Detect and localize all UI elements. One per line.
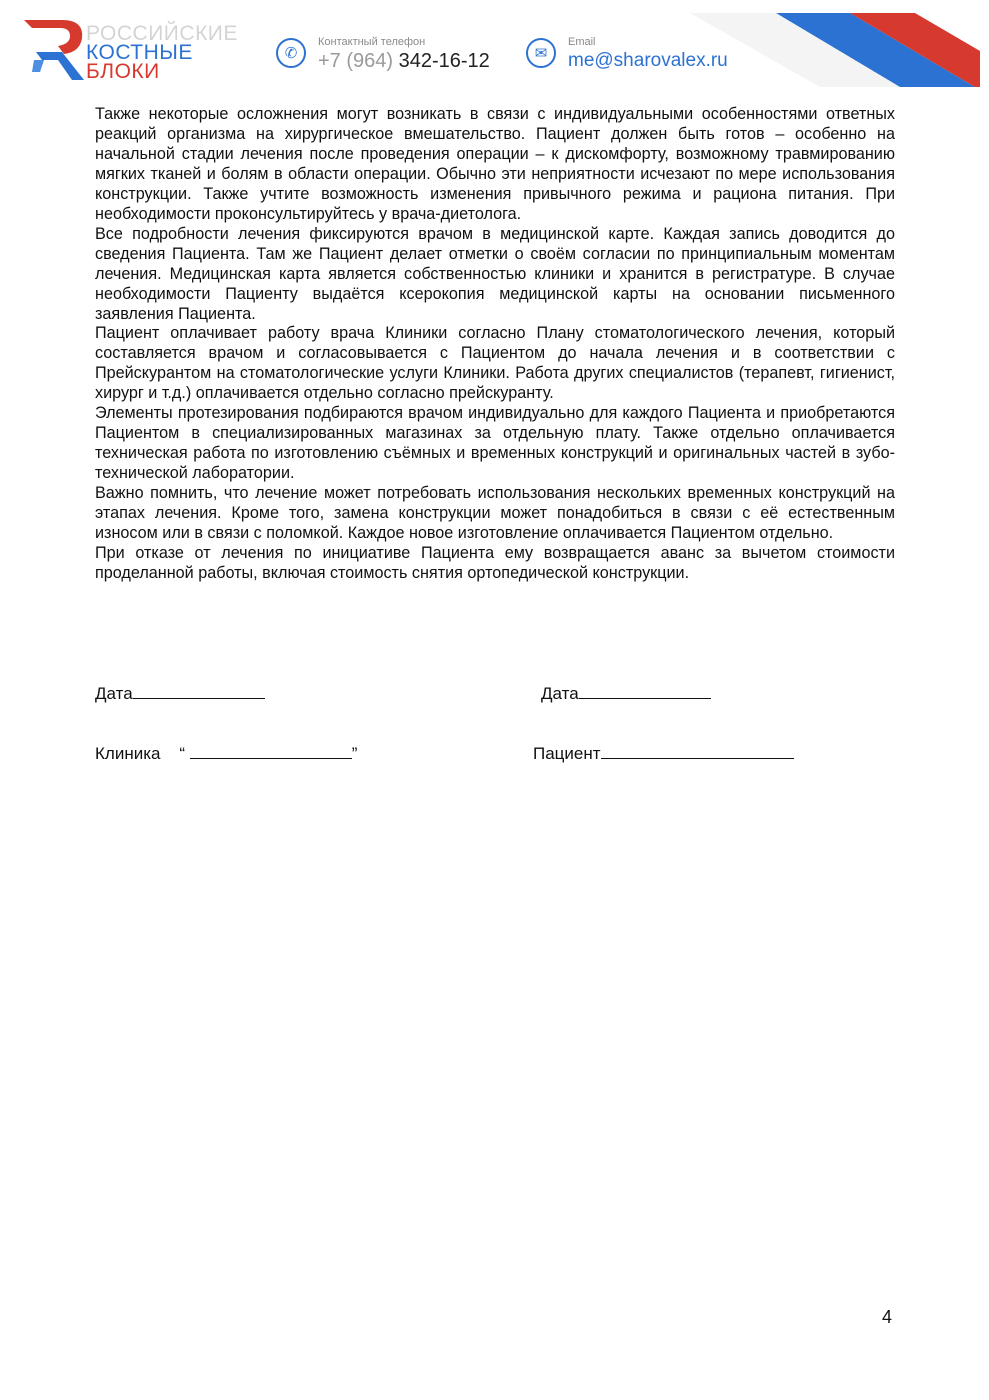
company-logo bbox=[22, 14, 252, 86]
paragraph-medical-record: Все подробности лечения фиксируются врачом в медицинской карте. Каждая запись доводится до сведения Пациента. Там же Пациент делает отметки о своём согласии по принципиальным моментам лечения. Медицинская карта является собственностью клиники и хранится в регистратуре. В случае необходимости Пациенту выдаётся ксерокопия медицинской карты на основании письменного заявления Пациента. bbox=[95, 224, 895, 323]
logo-line-2: КОСТНЫЕ bbox=[86, 41, 193, 64]
phone-number: 342-16-12 bbox=[398, 50, 490, 72]
clinic-signature-field bbox=[95, 744, 357, 764]
clinic-date-field bbox=[95, 684, 265, 704]
flag-stripes-decoration bbox=[680, 13, 980, 87]
phone-prefix: +7 (964) bbox=[318, 50, 394, 72]
page-header bbox=[0, 0, 989, 95]
patient-date-field bbox=[541, 684, 711, 704]
paragraph-refusal: При отказе от лечения по инициативе Пациента ему возвращается аванс за вычетом стоимости проделанной работы, включая стоимость снятия ортопедической конструкции. bbox=[95, 543, 895, 582]
logo-text bbox=[86, 24, 238, 81]
document-body bbox=[95, 105, 895, 584]
paragraph-temporary-constructions: Важно помнить, что лечение может потребовать использования нескольких временных конструкций на этапах лечения. Кроме того, замена конструкции может понадобиться в связи с её естественным износом или в связи с поломкой. Каждое новое изготовление оплачивается Пациентом отдельно. bbox=[95, 484, 895, 543]
clinic-close-quote: ” bbox=[351, 744, 358, 763]
clinic-date-line[interactable] bbox=[133, 686, 265, 699]
email-label: Email bbox=[568, 36, 596, 48]
logo-line-1: РОССИЙСКИЕ bbox=[86, 22, 238, 45]
paragraph-complications: Также некоторые осложнения могут возникать в связи с индивидуальными особенностями ответных реакций организма на хирургическое вмешательство. Пациент должен быть готов – особенно на начальной стадии лечения после проведения операции – к дискомфорту, возможному травмированию мягких тканей и болям в области операции. Обычно эти неприятности исчезают по мере использования конструкции. Также учтите возможность изменения привычного режима и рациона питания. При необходимости проконсультируйтесь у врача-диетолога. bbox=[95, 105, 895, 223]
clinic-label: Клиника bbox=[95, 744, 161, 763]
clinic-signature-line[interactable] bbox=[190, 746, 352, 759]
envelope-icon: ✉ bbox=[526, 38, 556, 68]
patient-date-line[interactable] bbox=[579, 686, 711, 699]
patient-label: Пациент bbox=[533, 744, 601, 763]
paragraph-prosthetics: Элементы протезирования подбираются врачом индивидуально для каждого Пациента и приобретаются Пациентом в специализированных магазинах за отдельную плату. Также отдельно оплачивается техническая работа по изготовлению съёмных и временных конструкций и оригинальных частей в зубо-технической лаборатории. bbox=[95, 404, 895, 483]
phone-label: Контактный телефон bbox=[318, 36, 426, 48]
logo-line-3: БЛОКИ bbox=[86, 60, 160, 83]
email-link[interactable]: me@sharovalex.ru bbox=[568, 50, 728, 71]
paragraph-payment: Пациент оплачивает работу врача Клиники согласно Плану стоматологического лечения, который составляется врачом и согласовывается с Пациентом до начала лечения и в соответствии с Прейскурантом на стоматологические услуги Клиники. Работа других специалистов (терапевт, гигиенист, хирург и т.д.) оплачивается отдельно согласно прейскуранту. bbox=[95, 324, 895, 403]
patient-signature-field bbox=[533, 744, 794, 764]
logo-r-mark-icon bbox=[22, 14, 92, 86]
clinic-open-quote: “ bbox=[179, 744, 186, 763]
patient-date-label: Дата bbox=[541, 684, 579, 703]
phone-value[interactable] bbox=[318, 50, 490, 73]
phone-icon: ✆ bbox=[276, 38, 306, 68]
clinic-date-label: Дата bbox=[95, 684, 133, 703]
page-number: 4 bbox=[882, 1307, 893, 1327]
patient-signature-line[interactable] bbox=[601, 746, 794, 759]
